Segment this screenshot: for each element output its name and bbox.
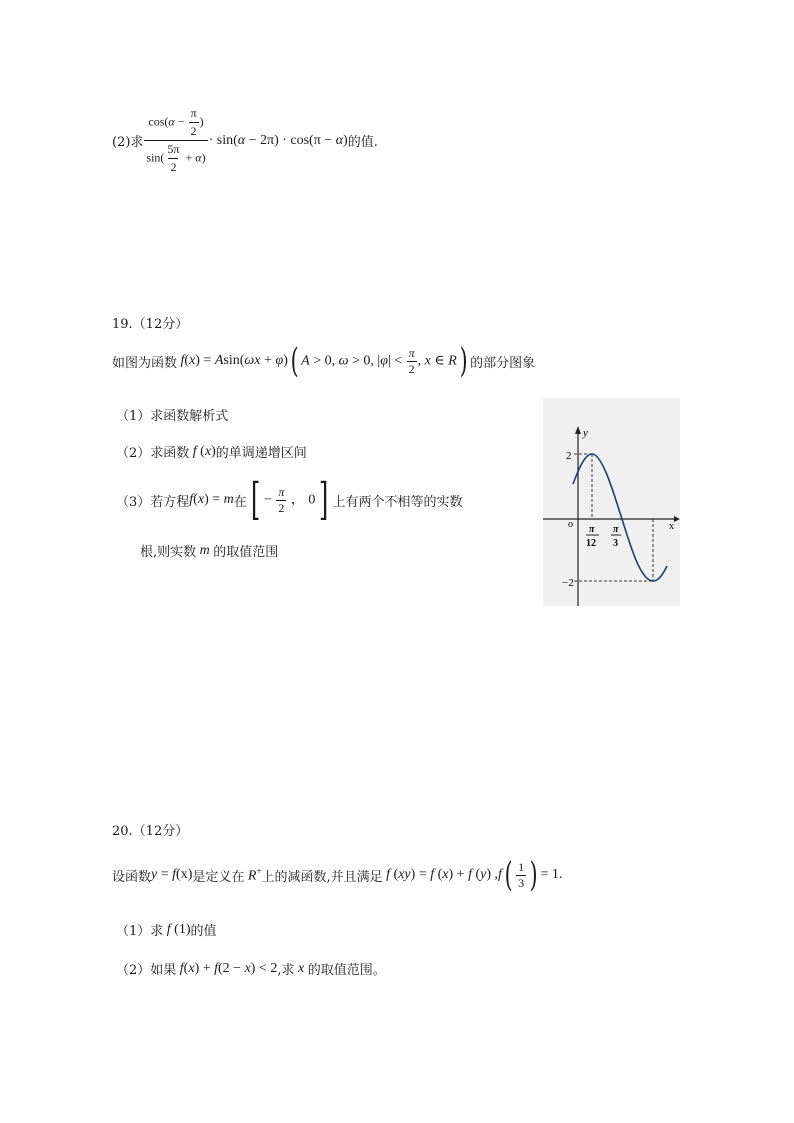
q19-sub3 <box>116 474 463 525</box>
q19-sub3-mid: 在 <box>233 494 247 510</box>
q19-function-formula: f(x) = Asin(ωx + φ) <box>177 353 288 368</box>
q20-left-paren: ( <box>504 855 513 895</box>
q19-sub2-suffix: 的单调递增区间 <box>215 446 307 461</box>
part2-question <box>112 106 378 175</box>
tick2-numerator: π <box>613 524 619 535</box>
q20-sub2-prefix: （2）如果 <box>116 963 177 978</box>
q19-intro-suffix: 的部分图象 <box>470 355 536 371</box>
y-axis-label: y <box>583 427 588 439</box>
tick1-numerator: π <box>589 524 595 535</box>
part2-suffix: 的值. <box>347 135 378 150</box>
q19-sub3-m: m <box>196 542 214 558</box>
q20-equals-one: = 1. <box>540 867 563 882</box>
sine-graph-figure <box>543 398 680 606</box>
sine-graph-svg <box>543 398 680 606</box>
q20-intro-mid2: 上的减函数,并且满足 <box>261 869 383 885</box>
part2-prefix: (2)求 <box>112 135 144 150</box>
q20-sub1-suffix: 的值 <box>190 924 217 939</box>
q19-sub3-left-bracket: [ <box>250 474 261 525</box>
q20-sub2 <box>116 959 386 978</box>
q19-sub1: （1）求函数解析式 <box>116 409 229 424</box>
tick2-denominator: 3 <box>613 538 618 549</box>
q20-intro-mid: 是定义在 <box>192 869 245 885</box>
q20-sub2-inequality: f(x) + f(2 − x) < 2 <box>176 960 278 976</box>
origin-label: o <box>568 519 573 530</box>
q20-sub2-mid: ,求 <box>277 963 295 978</box>
q19-intro-prefix: 如图为函数 <box>112 355 178 371</box>
q20-sub1-prefix: （1）求 <box>116 924 164 939</box>
q20-functional-equation: f (xy) = f (x) + f (y) ,f <box>382 867 502 882</box>
q19-conditions: A > 0, ω > 0, |φ| < $\frac{\pi}{2}$ , x ∈ R <box>301 345 457 376</box>
q20-sub2-suffix: 的取值范围。 <box>307 963 386 978</box>
q20-domain: R+ <box>244 865 262 884</box>
q19-sub3-right-bracket: ] <box>319 474 329 525</box>
q19-sub3-interval: − $\frac{\pi}{2}$ ， 0 <box>263 484 316 515</box>
q20-title: 20.（12分） <box>112 824 189 839</box>
q20-sub2-x: x <box>294 960 308 976</box>
q19-sub3-line2-prefix: 根,则实数 <box>140 545 197 560</box>
part2-fraction <box>144 106 207 175</box>
q20-function: y = f(x) <box>151 867 193 882</box>
q20-one-third: $\frac{1}{3}$ <box>518 859 525 890</box>
q19-sub2 <box>116 442 307 461</box>
q20-intro-prefix: 设函数 <box>112 869 152 885</box>
q19-sub3-prefix: （3）若方程 <box>116 494 190 510</box>
q19-sub3-line2 <box>140 541 278 560</box>
part2-fraction-numerator: cos(α − $\frac{\pi}{2}$ ) <box>148 106 204 138</box>
x-axis-label: x <box>669 521 674 532</box>
q19-sub3-line2-suffix: 的取值范围 <box>213 545 279 560</box>
q20-right-paren: ) <box>529 855 538 895</box>
q19-sub2-prefix: （2）求函数 <box>116 446 190 461</box>
min-value-label: −2 <box>562 577 574 589</box>
q19-sub3-equation: f(x) = m <box>189 492 234 507</box>
q19-title: 19.（12分） <box>112 317 189 332</box>
max-value-label: 2 <box>566 450 572 462</box>
q19-sub2-fx: f (x) <box>189 443 216 459</box>
q19-sub3-suffix: 上有两个不相等的实数 <box>332 494 463 510</box>
q20-intro <box>112 855 563 895</box>
y-axis-arrow <box>575 426 581 434</box>
q20-sub1 <box>116 920 217 939</box>
tick1-denominator: 12 <box>586 538 596 549</box>
q20-sub1-f1: f (1) <box>163 921 191 937</box>
q19-right-paren: ) <box>459 341 468 381</box>
q19-intro <box>112 341 536 381</box>
part2-product: · sin(α − 2π) · cos(π − α) <box>208 132 348 148</box>
x-axis-arrow <box>674 516 680 522</box>
part2-fraction-denominator: sin( $\frac{5\pi}{2}$ + α) <box>146 142 206 174</box>
q19-left-paren: ( <box>290 341 299 381</box>
